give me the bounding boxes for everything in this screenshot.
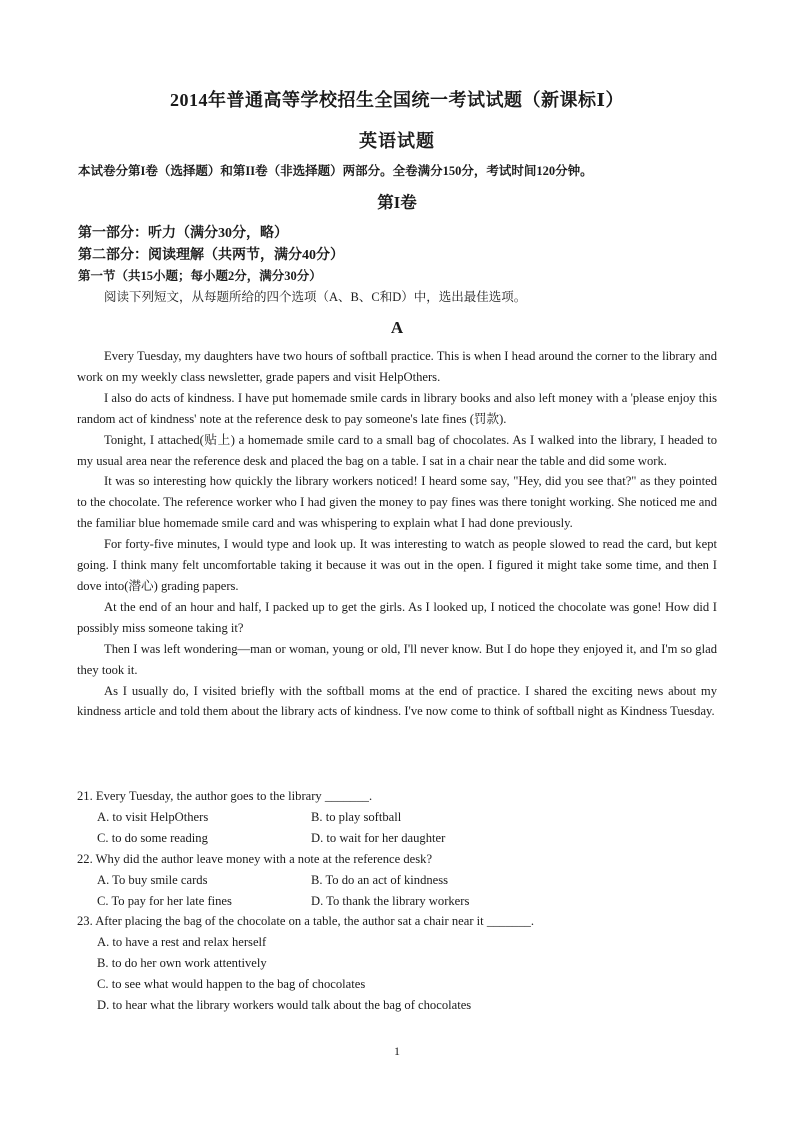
answer-option: D. to wait for her daughter: [311, 830, 446, 845]
volume-heading: 第I卷: [377, 193, 417, 212]
answer-option: A. to have a rest and relax herself: [97, 935, 267, 950]
passage-paragraph: For forty-five minutes, I would type and look up. It was interesting to watch as people slowed to read the card, but kept going. I think many felt uncomfortable taking it because it was out in the open. I figured it might take some time, and then I dove into(潜心) grading papers.: [77, 537, 717, 593]
passage-paragraph: At the end of an hour and half, I packed up to get the girls. As I looked up, I noticed the chocolate was gone! How did I possibly miss someone taking it?: [77, 599, 717, 635]
page-number: 1: [394, 1044, 400, 1058]
answer-option: B. to play softball: [311, 809, 402, 824]
question-list: [77, 786, 717, 1016]
reading-directions: 阅读下列短文，从每题所给的四个选项（A、B、C和D）中，选出最佳选项。: [104, 290, 527, 304]
question-stem: 23. After placing the bag of the chocolate on a table, the author sat a chair near it _______.: [77, 914, 535, 929]
answer-option: D. To thank the library workers: [311, 893, 470, 908]
part1-heading: 第一部分：听力（满分30分，略）: [78, 226, 288, 241]
answer-option: D. to hear what the library workers would talk about the bag of chocolates: [97, 998, 472, 1013]
passage-paragraph: Every Tuesday, my daughters have two hours of softball practice. This is when I head around the corner to the library and work on my weekly class newsletter, grade papers and visit HelpOthers.: [77, 349, 717, 384]
option-row: [77, 828, 717, 849]
exam-title: 2014年普通高等学校招生全国统一考试试题（新课标Ⅰ）: [170, 90, 624, 110]
passage-paragraph: I also do acts of kindness. I have put homemade smile cards in library books and also left money with a 'please enjoy this random act of kindness' note at the reference desk to pay someone's late fines (罚款).: [77, 390, 717, 426]
passage-paragraph: Tonight, I attached(贴上) a homemade smile card to a small bag of chocolates. As I walked into the library, I headed to my usual area near the reference desk and placed the bag on a table. I sat in a chair near the table and did some work.: [77, 432, 717, 468]
subject-title: 英语试题: [359, 131, 435, 151]
passage-paragraph: It was so interesting how quickly the library workers noticed! I heard some say, "Hey, did you see that?" as they pointed to the chocolate. The reference worker who I had given the money to pay fines was there tonight working. She noticed me and the familiar blue homemade smile card and was whispering to explain what I had done previously.: [77, 474, 717, 531]
answer-option: B. to do her own work attentively: [97, 956, 267, 971]
option-row: [77, 891, 717, 912]
passage-label: A: [390, 318, 404, 337]
option-row: [77, 807, 717, 828]
exam-instructions: 本试卷分第I卷（选择题）和第II卷（非选择题）两部分。全卷满分150分，考试时间120分钟。: [78, 164, 593, 178]
question-stem: 22. Why did the author leave money with a note at the reference desk?: [77, 851, 433, 866]
answer-option: C. To pay for her late fines: [97, 893, 232, 908]
answer-option: A. To buy smile cards: [97, 872, 208, 887]
answer-option: C. to see what would happen to the bag of chocolates: [97, 977, 366, 992]
answer-option: C. to do some reading: [97, 830, 208, 845]
passage-body: [77, 346, 717, 722]
section1-heading: 第一节（共15小题；每小题2分，满分30分）: [78, 269, 322, 283]
answer-option: A. to visit HelpOthers: [97, 809, 209, 824]
passage-paragraph: As I usually do, I visited briefly with the softball moms at the end of practice. I shared the exciting news about my kindness article and told them about the library acts of kindness. I've now come to think of softball night as Kindness Tuesday.: [77, 683, 717, 719]
option-row: [77, 870, 717, 891]
passage-paragraph: Then I was left wondering—man or woman, young or old, I'll never know. But I do hope they enjoyed it, and I'm so glad they took it.: [77, 641, 717, 677]
question-stem: 21. Every Tuesday, the author goes to the library _______.: [77, 789, 373, 803]
answer-option: B. To do an act of kindness: [311, 872, 449, 887]
part2-heading: 第二部分：阅读理解（共两节，满分40分）: [78, 248, 344, 263]
